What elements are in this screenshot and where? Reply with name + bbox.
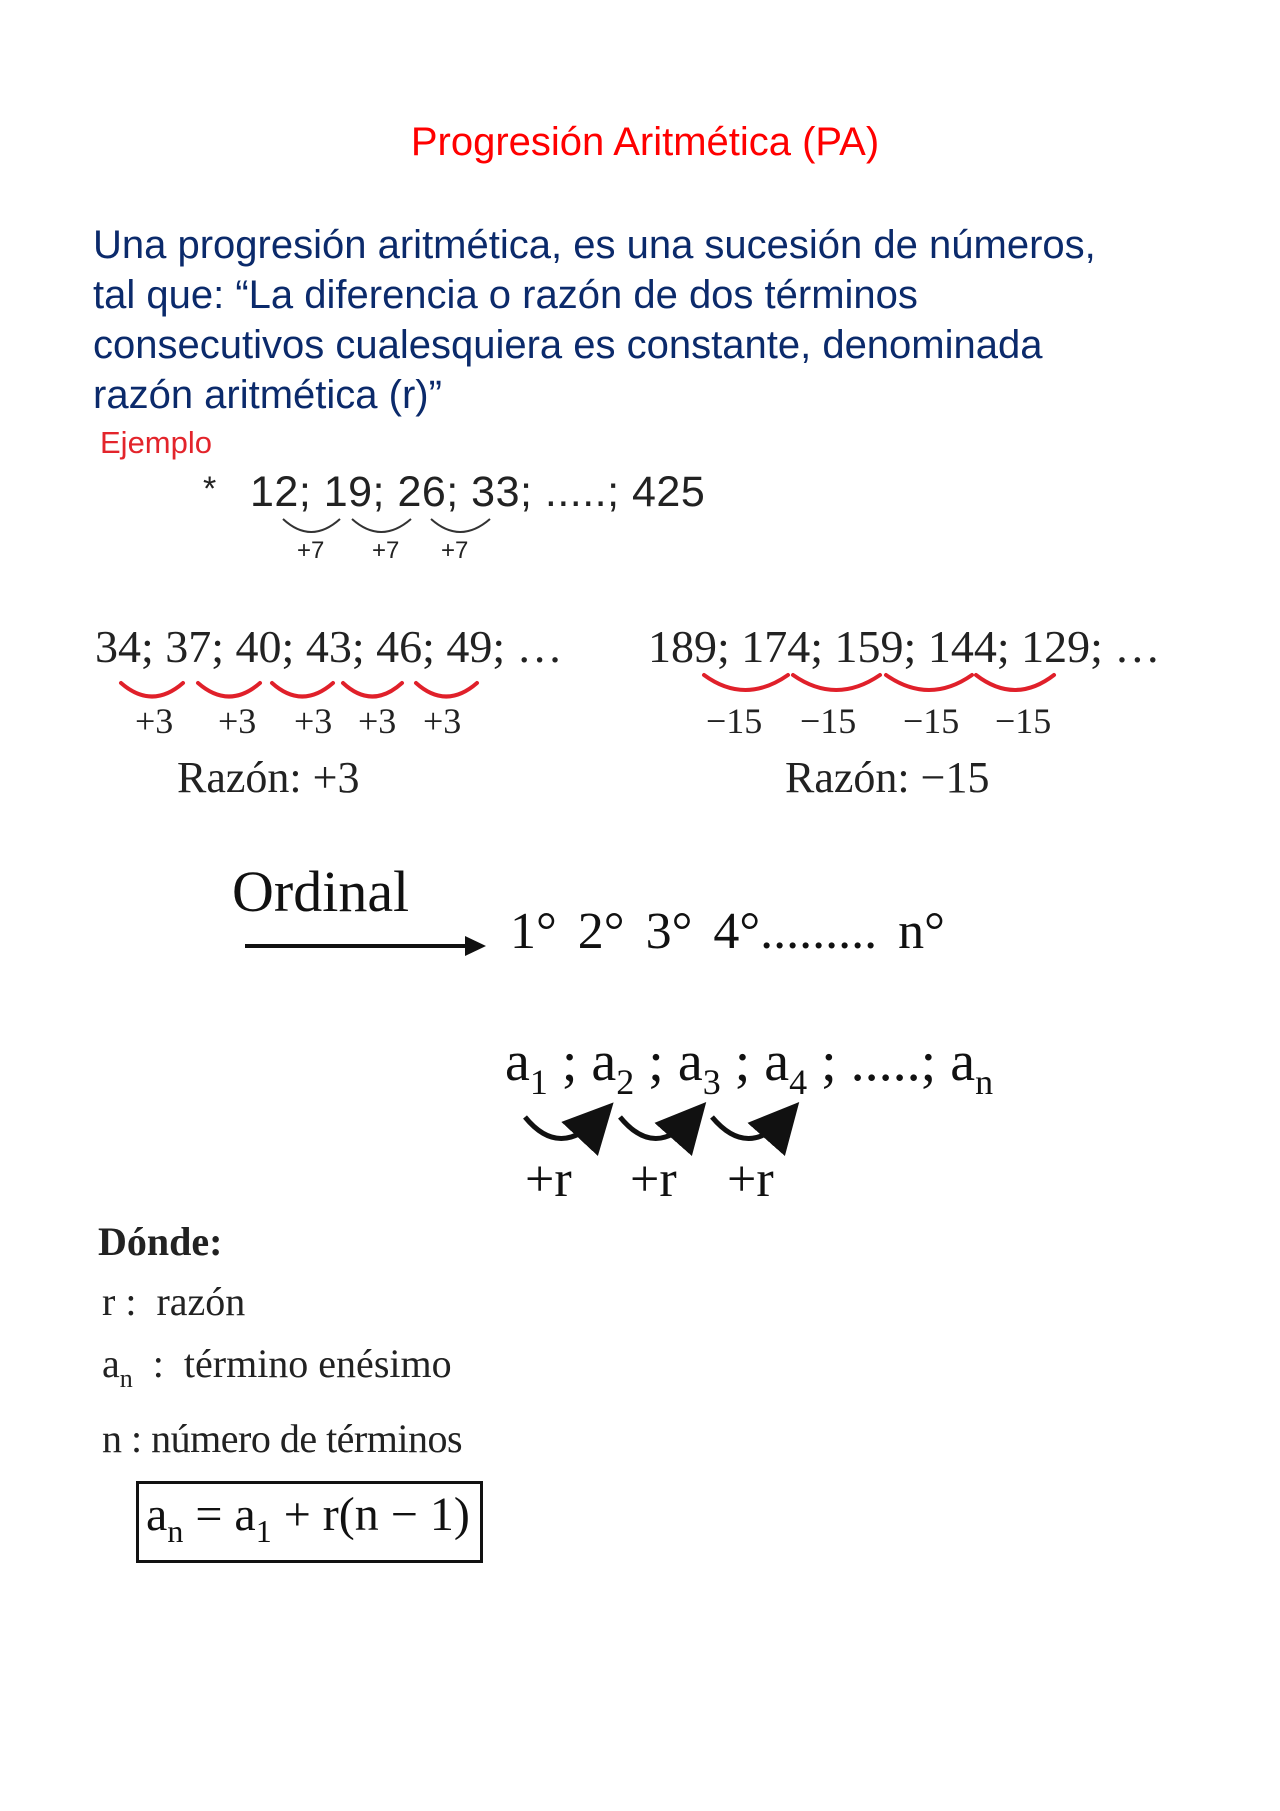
- example2-difference: +3: [218, 701, 257, 741]
- term-index: 2: [616, 1062, 635, 1102]
- definition-symbol: r: [102, 1279, 116, 1324]
- example2-difference: +3: [135, 701, 174, 741]
- example3-difference: −15: [800, 701, 857, 741]
- definition-meaning: término enésimo: [183, 1341, 452, 1386]
- example3-sequence: 189; 174; 159; 144; 129; …: [648, 621, 1161, 672]
- example1-difference: +7: [297, 537, 325, 564]
- term-separator: ;: [547, 1031, 592, 1093]
- definition-meaning: número de términos: [151, 1416, 463, 1461]
- definition-separator: :: [132, 1341, 184, 1386]
- formula-first-term-index: 1: [255, 1513, 272, 1549]
- definition-line: consecutivos cualesquiera es constante, denominada: [93, 323, 1043, 367]
- example-heading: Ejemplo: [100, 425, 212, 460]
- term-base: a: [950, 1031, 976, 1093]
- term-index: 3: [702, 1062, 721, 1102]
- definition-symbol: n: [102, 1416, 122, 1461]
- term-separator: ;: [720, 1031, 765, 1093]
- definition-symbol: a: [102, 1341, 120, 1386]
- page-title: Progresión Aritmética (PA): [410, 120, 880, 164]
- example1-difference: +7: [372, 537, 400, 564]
- formula-lhs-index: n: [167, 1513, 184, 1549]
- definition-line: razón aritmética (r)”: [93, 373, 442, 417]
- step-label: +r: [525, 1151, 572, 1208]
- term-base: a: [505, 1031, 530, 1093]
- term-base: a: [764, 1031, 790, 1093]
- ordinal-positions: 1° 2° 3° 4°......... n°: [510, 903, 945, 960]
- formula-first-term: a: [234, 1488, 256, 1541]
- ordinal-arrow-icon: [245, 936, 486, 956]
- definition-line: tal que: “La diferencia o razón de dos términos: [93, 273, 918, 317]
- example3-difference: −15: [706, 701, 763, 741]
- step-label: +r: [630, 1151, 677, 1208]
- example1-sequence: 12; 19; 26; 33; .....; 425: [250, 468, 706, 516]
- example3-difference: −15: [995, 701, 1052, 741]
- definition-subscript: n: [119, 1364, 133, 1393]
- definition-line: Una progresión aritmética, es una sucesión de números,: [93, 223, 1096, 267]
- step-arrows: [525, 1117, 786, 1139]
- step-label: +r: [727, 1151, 774, 1208]
- example2-difference: +3: [358, 701, 397, 741]
- formula-equals: =: [183, 1488, 235, 1541]
- term-separator: ; .....;: [807, 1031, 951, 1093]
- example2-arcs: [121, 683, 477, 697]
- bullet-asterisk: *: [203, 470, 217, 508]
- term-index: 1: [529, 1062, 548, 1102]
- example2-difference: +3: [294, 701, 333, 741]
- example2-sequence: 34; 37; 40; 43; 46; 49; …: [95, 621, 563, 672]
- term-index: n: [975, 1062, 994, 1102]
- example3-difference: −15: [903, 701, 960, 741]
- definition-meaning: razón: [156, 1279, 246, 1324]
- example3-arcs: [704, 675, 1054, 690]
- example1-arcs: [283, 519, 490, 532]
- example1-difference: +7: [441, 537, 469, 564]
- example2-difference: +3: [423, 701, 462, 741]
- term-base: a: [677, 1031, 703, 1093]
- definitions-heading: Dónde:: [98, 1219, 223, 1264]
- example3-ratio: Razón: −15: [785, 753, 990, 802]
- example2-ratio: Razón: +3: [177, 753, 360, 802]
- definition-separator: :: [115, 1279, 157, 1324]
- formula-lhs: a: [146, 1488, 168, 1541]
- definition-separator: :: [121, 1416, 152, 1461]
- term-separator: ;: [634, 1031, 678, 1093]
- term-index: 4: [789, 1062, 808, 1102]
- term-base: a: [591, 1031, 617, 1093]
- ordinal-label: Ordinal: [232, 859, 410, 924]
- formula-rest: + r(n − 1): [271, 1488, 470, 1541]
